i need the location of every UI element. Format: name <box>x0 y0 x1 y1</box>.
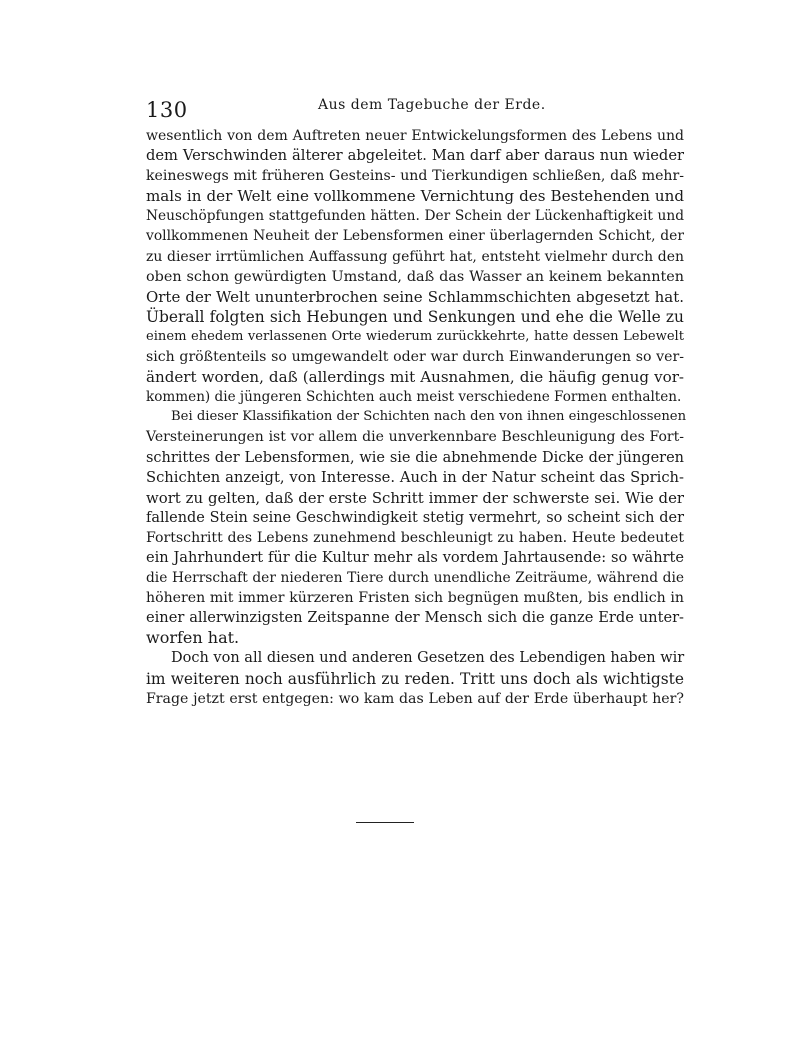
text-line: höheren mit immer kürzeren Fristen sich begnügen mußten, bis endlich in <box>146 590 684 607</box>
text-line: Schichten anzeigt, von Interesse. Auch in der Natur scheint das Sprich- <box>146 468 684 486</box>
text-line: im weiteren noch ausführlich zu reden. Tritt uns doch als wichtigste <box>146 669 684 688</box>
text-line: kommen) die jüngeren Schichten auch meist verschiedene Formen enthalten. <box>146 389 682 406</box>
paragraph-2 <box>146 407 687 648</box>
text-line: oben schon gewürdigten Umstand, daß das Wasser an keinem bekannten <box>146 268 684 285</box>
text-line: einem ehedem verlassenen Orte wiederum zurückkehrte, hatte dessen Lebewelt <box>146 328 684 344</box>
section-end-rule <box>356 822 414 823</box>
text-line: Versteinerungen ist vor allem die unverkennbare Beschleunigung des Fort- <box>146 429 684 446</box>
text-line: wesentlich von dem Auftreten neuer Entwickelungsformen des Lebens und <box>146 128 684 144</box>
text-line: mals in der Welt eine vollkommene Vernichtung des Bestehenden und <box>146 187 684 206</box>
paragraph-1 <box>146 126 684 407</box>
text-line: worfen hat. <box>146 628 240 648</box>
paragraph-3 <box>146 648 684 708</box>
text-line: zu dieser irrtümlichen Auffassung geführt hat, entsteht vielmehr durch den <box>146 248 684 265</box>
text-line: Fortschritt des Lebens zunehmend beschleunigt zu haben. Heute bedeutet <box>146 529 684 546</box>
text-line: ändert worden, daß (allerdings mit Ausnahmen, die häufig genug vor- <box>146 368 684 387</box>
text-line: Doch von all diesen und anderen Gesetzen des Lebendigen haben wir <box>171 650 685 667</box>
text-line: die Herrschaft der niederen Tiere durch unendliche Zeiträume, während die <box>146 570 684 587</box>
text-line: keineswegs mit früheren Gesteins- und Tierkundigen schließen, daß mehr- <box>146 168 684 185</box>
page-number: 130 <box>146 98 188 122</box>
text-line: fallende Stein seine Geschwindigkeit stetig vermehrt, so scheint sich der <box>146 509 684 526</box>
text-line: Neuschöpfungen stattgefunden hätten. Der Schein der Lückenhaftigkeit und <box>146 208 684 225</box>
body-text <box>146 126 687 709</box>
text-line: Bei dieser Klassifikation der Schichten nach den von ihnen eingeschlossenen <box>171 409 687 425</box>
text-line: dem Verschwinden älterer abgeleitet. Man darf aber daraus nun wieder <box>146 147 684 165</box>
text-line: Frage jetzt erst entgegen: wo kam das Leben auf der Erde überhaupt her? <box>146 690 684 707</box>
text-line: ein Jahrhundert für die Kultur mehr als vordem Jahrtausende: so währte <box>146 548 684 566</box>
text-line: sich größtenteils so umgewandelt oder war durch Einwanderungen so ver- <box>146 349 684 366</box>
text-line: wort zu gelten, daß der erste Schritt immer der schwerste sei. Wie der <box>146 488 684 507</box>
text-line: einer allerwinzigsten Zeitspanne der Mensch sich die ganze Erde unter- <box>146 609 684 627</box>
text-line: Orte der Welt ununterbrochen seine Schlammschichten abgesetzt hat. <box>146 287 684 306</box>
running-title: Aus dem Tagebuche der Erde. <box>318 97 546 113</box>
text-line: schrittes der Lebensformen, wie sie die abnehmende Dicke der jüngeren <box>146 449 684 466</box>
text-line: vollkommenen Neuheit der Lebensformen einer überlagernden Schicht, der <box>146 228 684 245</box>
text-line: Überall folgten sich Hebungen und Senkungen und ehe die Welle zu <box>146 307 684 326</box>
